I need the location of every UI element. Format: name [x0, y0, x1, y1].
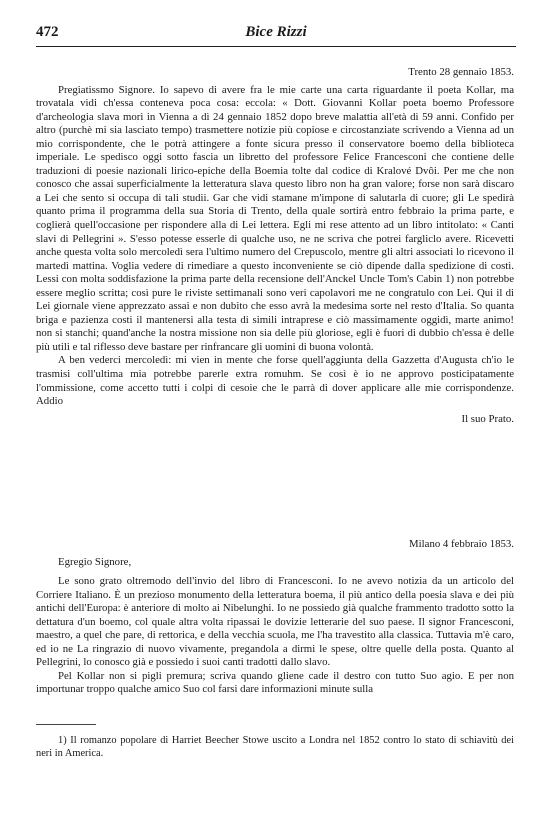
letter1-signature: Il suo Prato.	[461, 412, 514, 425]
letter1-paragraph-2: A ben vederci mercoledì: mi vien in mente che forse quell'aggiunta della Gazzetta d'Augusta ch'io le trasmisi coll'ultima mia potrebbe parerle extra romuhm. Se così è io ne approvo posticipatamente l'ommissione, come accetto tutti i colpi di cesoie che le parrà di dover applicare alle mie corrispondenze. Addio	[36, 354, 514, 408]
letter1-date: Trento 28 gennaio 1853.	[408, 66, 514, 78]
letter-milano	[36, 538, 514, 697]
letter-trento	[36, 66, 514, 426]
letter1-paragraph-1: Pregiatissmo Signore. Io sapevo di avere fra le mie carte una carta riguardante il poeta Kollar, ma trovatala vidi ch'essa conteneva poca cosa: eccola: « Dott. Giovanni Kollar poeta boemo Professore d'archeologia slava morì in Vienna a dì 24 gennaio 1852 dopo breve malattia all'età di 59 anni. Confido per altro (purchè mi sia lasciato tempo) trasmettere notizie più copiose e circostanziate scrivendo a Vienna ad un mio corrispondente, che le potrà attingere a fonte sicura presso il conservatore boemo della biblioteca imperiale. Le spedisco oggi sotto fascia un libretto del professore Felice Francesconi che contiene delle traduzioni di poesie nazionali lirico-epiche della Boemia tolte dal codice di Kralové Dvôi. Per me che non conosco che assai superficialmente la letteratura slava questo libro non ha gran valore; forse non sarà discaro a Lei che sento si occupa di tali studii. Gar che vidi stamane m'impone di salutarla di cuore; gli Le spedirà quanto prima il programma della sua Storia di Trento, della quale sortirà entro febbraio la prima parte, e coglierà quell'occasione per rispondere alla di Lei lettera. Egli mi rese attento ad un libro intitolato: « Canti slavi di Pellegrini ». S'esso potesse esserle di qualche uso, ne ne scriva che potrei fargliclo avere. Ricevetti anche questa volta solo mercoledì sera l'ultimo numero del Crepuscolo, mentre gli altri associati lo ricevono il martedì mattina. Voglia vedere di rimediare a questo inconveniente se ciò dipende dalla spedizione di costì. Lessi con molta soddisfazione la prima parte della recensione dell'Anckel Uncle Tom's Cabin 1) non potrebbe essere meglio scritta; così pure le riviste settimanali sono veri capolavori me ne congratulo con Lei. Qui il di Lei giornale viene apprezzato assai e non dubito che esso avrà la medesima sorte nel resto d'Italia. So quanta briga e pazienza costi il mantenersi alla testa di simili intraprese e ciò massimamente oggidì, marte animo! non si stanchi; quand'anche la nostra missione non sia delle più gloriose, egli è fuori di dubbio ch'essa è delle più utili e tal riflesso deve bastare per rinfrancare gli uomini di buona volontà.	[36, 83, 514, 353]
letter2-date: Milano 4 febbraio 1853.	[409, 538, 514, 550]
footnote: 1) Il romanzo popolare di Harriet Beecher Stowe uscito a Londra nel 1852 contro lo stato di schiavitù dei neri in America.	[36, 735, 514, 759]
footnote-rule	[36, 724, 96, 725]
letter2-salutation: Egregio Signore,	[58, 555, 132, 568]
letter2-paragraph-1: Le sono grato oltremodo dell'invio del libro di Francesconi. Io ne avevo notizia da un articolo del Corriere Italiano. È un prezioso monumento della letteratura boema, il più antico della poesia slava e dei più antichi dell'Europa: è anteriore di molto ai Nibelunghi. Io ne possiedo già qualche frammento tradotto sotto la dettatura d'un boemo, col quale altra volta ripassai le dovizie letterarie del suo paese. Il signor Francesconi, maestro, a quel che pare, di rettorica, e della vecchia scuola, me l'ha travestito alla classica. Tuttavia m'è caro, ed io ne La ringrazio di nuovo vivamente, pregandola a dirmi le spese, oltre quelle della posta. Quanto al Pellegrini, lo conosco già e possiedo i suoi canti tradotti dallo slavo.	[36, 575, 514, 669]
running-title: Bice Rizzi	[245, 24, 307, 40]
page-number: 472	[36, 24, 59, 40]
page-header	[36, 22, 516, 47]
letter2-paragraph-2: Pel Kollar non si pigli premura; scriva quando gliene cade il destro con tutto Suo agio. E per non importunar troppo qualche amico Suo col farsi dare informazioni minute sulla	[36, 669, 514, 696]
